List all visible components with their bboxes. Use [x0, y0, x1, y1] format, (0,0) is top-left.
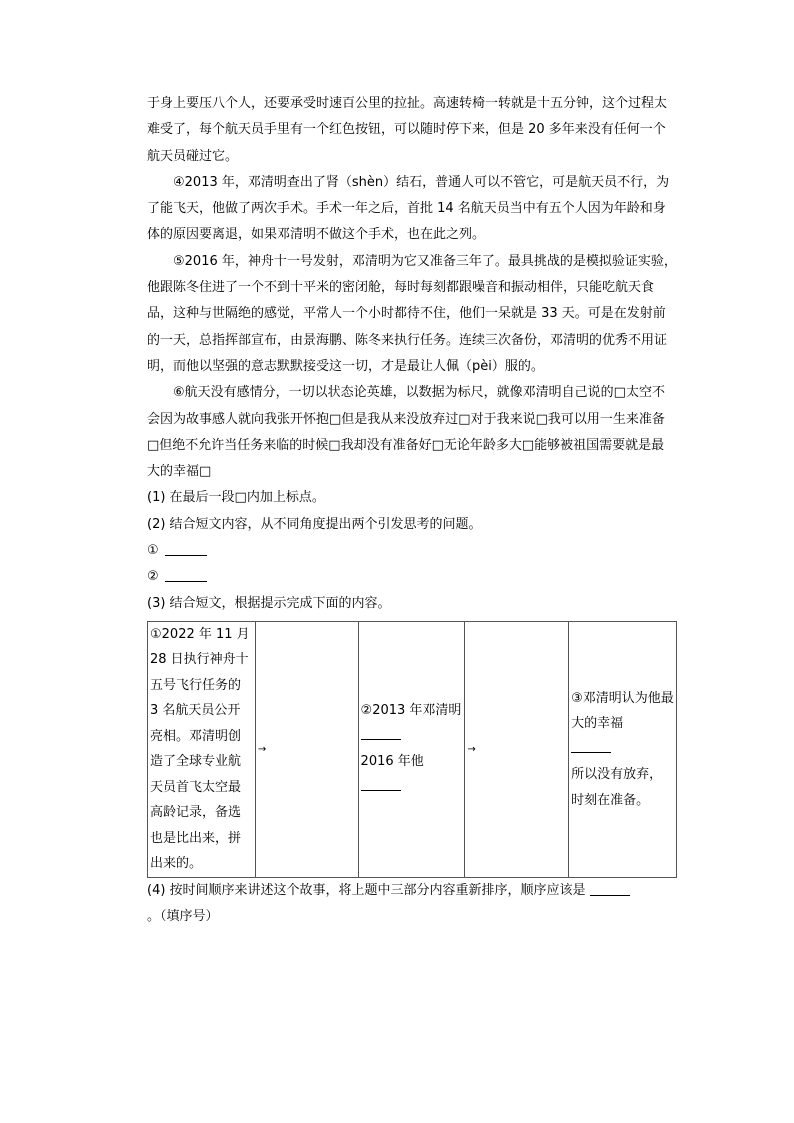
flow-cell-5-line-1: ③邓清明认为他最大的幸福 [571, 690, 674, 732]
answer-blank-1[interactable] [165, 541, 207, 556]
arrow-right-icon: → [257, 744, 267, 756]
question-3: (3) 结合短文，根据提示完成下面的内容。 [147, 595, 391, 611]
answer-line-2 [147, 564, 677, 590]
flow-cell-3-line-1: ②2013 年邓清明 [360, 703, 462, 719]
answer-blank-2[interactable] [165, 567, 207, 582]
flow-table [147, 621, 677, 878]
flow-row [148, 621, 677, 877]
paragraph-5: ⑤2016 年，神舟十一号发射，邓清明为它又准备三年了。最具挑战的是模拟验证实验，他跟陈冬住进了一个不到十平米的密闭舱，每时每刻都跟噪音和振动相伴，只能吃航天食品，这种与世隔绝的感觉，平常人一个小时都待不住，他们一呆就是 33 天。可是在发射前的一天，总指挥部宣布，由景海鹏、陈冬来执行任务。连续三次备份，邓清明的优秀不用证明，而他以坚强的意志默默接受这一切，才是最让人佩（pèi）服的。 [147, 253, 677, 374]
question-4-blank[interactable] [590, 881, 630, 896]
flow-cell-2 [255, 621, 358, 877]
flow-cell-3 [358, 621, 465, 877]
flow-cell-5-blank[interactable] [571, 740, 611, 753]
question-1: (1) 在最后一段□内加上标点。 [147, 490, 325, 506]
question-2: (2) 结合短文内容，从不同角度提出两个引发思考的问题。 [147, 516, 482, 532]
worksheet [147, 91, 677, 930]
answer-label-2: ② [147, 569, 159, 585]
flow-cell-3-blank-1[interactable] [361, 727, 401, 740]
flow-cell-5 [569, 621, 677, 877]
question-4-text: (4) 按时间顺序来讲述这个故事，将上题中三部分内容重新排序，顺序应该是 [147, 882, 586, 898]
question-4 [147, 878, 677, 904]
flow-cell-3-line-2: 2016 年他 [360, 754, 424, 770]
flow-cell-3-blank-2[interactable] [361, 778, 401, 791]
flow-cell-5-line-2: 所以没有放弃，时刻在准备。 [571, 767, 663, 808]
answer-line-1 [147, 538, 677, 564]
paragraph-4: ④2013 年，邓清明查出了肾（shèn）结石，普通人可以不管它，可是航天员不行，为了能飞天，他做了两次手术。手术一年之后，首批 14 名航天员当中有五个人因为年龄和身体的原因要离退，如果邓清明不做这个手术，也在此之列。 [147, 174, 670, 243]
flow-cell-1 [148, 621, 256, 877]
paragraph-6: ⑥航天没有感情分，一切以状态论英雄，以数据为标尺，就像邓清明自己说的□太空不会因为故事感人就向我张开怀抱□但是我从来没放弃过□对于我来说□我可以用一生来准备□但绝不允许当任务来临的时候□我却没有准备好□无论年龄多大□能够被祖国需要就是最大的幸福□ [147, 385, 665, 480]
paragraph-continued: 于身上要压八个人，还要承受时速百公里的拉扯。高速转椅一转就是十五分钟，这个过程太难受了，每个航天员手里有一个红色按钮，可以随时停下来，但是 20 多年来没有任何一个航天员碰过它。 [147, 96, 668, 164]
flow-cell-1-text: ①2022 年 11 月 28 日执行神舟十五号飞行任务的 3 名航天员公开亮相。邓清明创造了全球专业航天员首飞太空最高龄记录，备选也是比出来，拼出来的。 [150, 626, 250, 872]
answer-label-1: ① [147, 543, 159, 559]
question-4-suffix: 。（填序号） [147, 908, 219, 924]
flow-cell-4 [465, 621, 569, 877]
arrow-right-icon-2: → [467, 744, 476, 756]
